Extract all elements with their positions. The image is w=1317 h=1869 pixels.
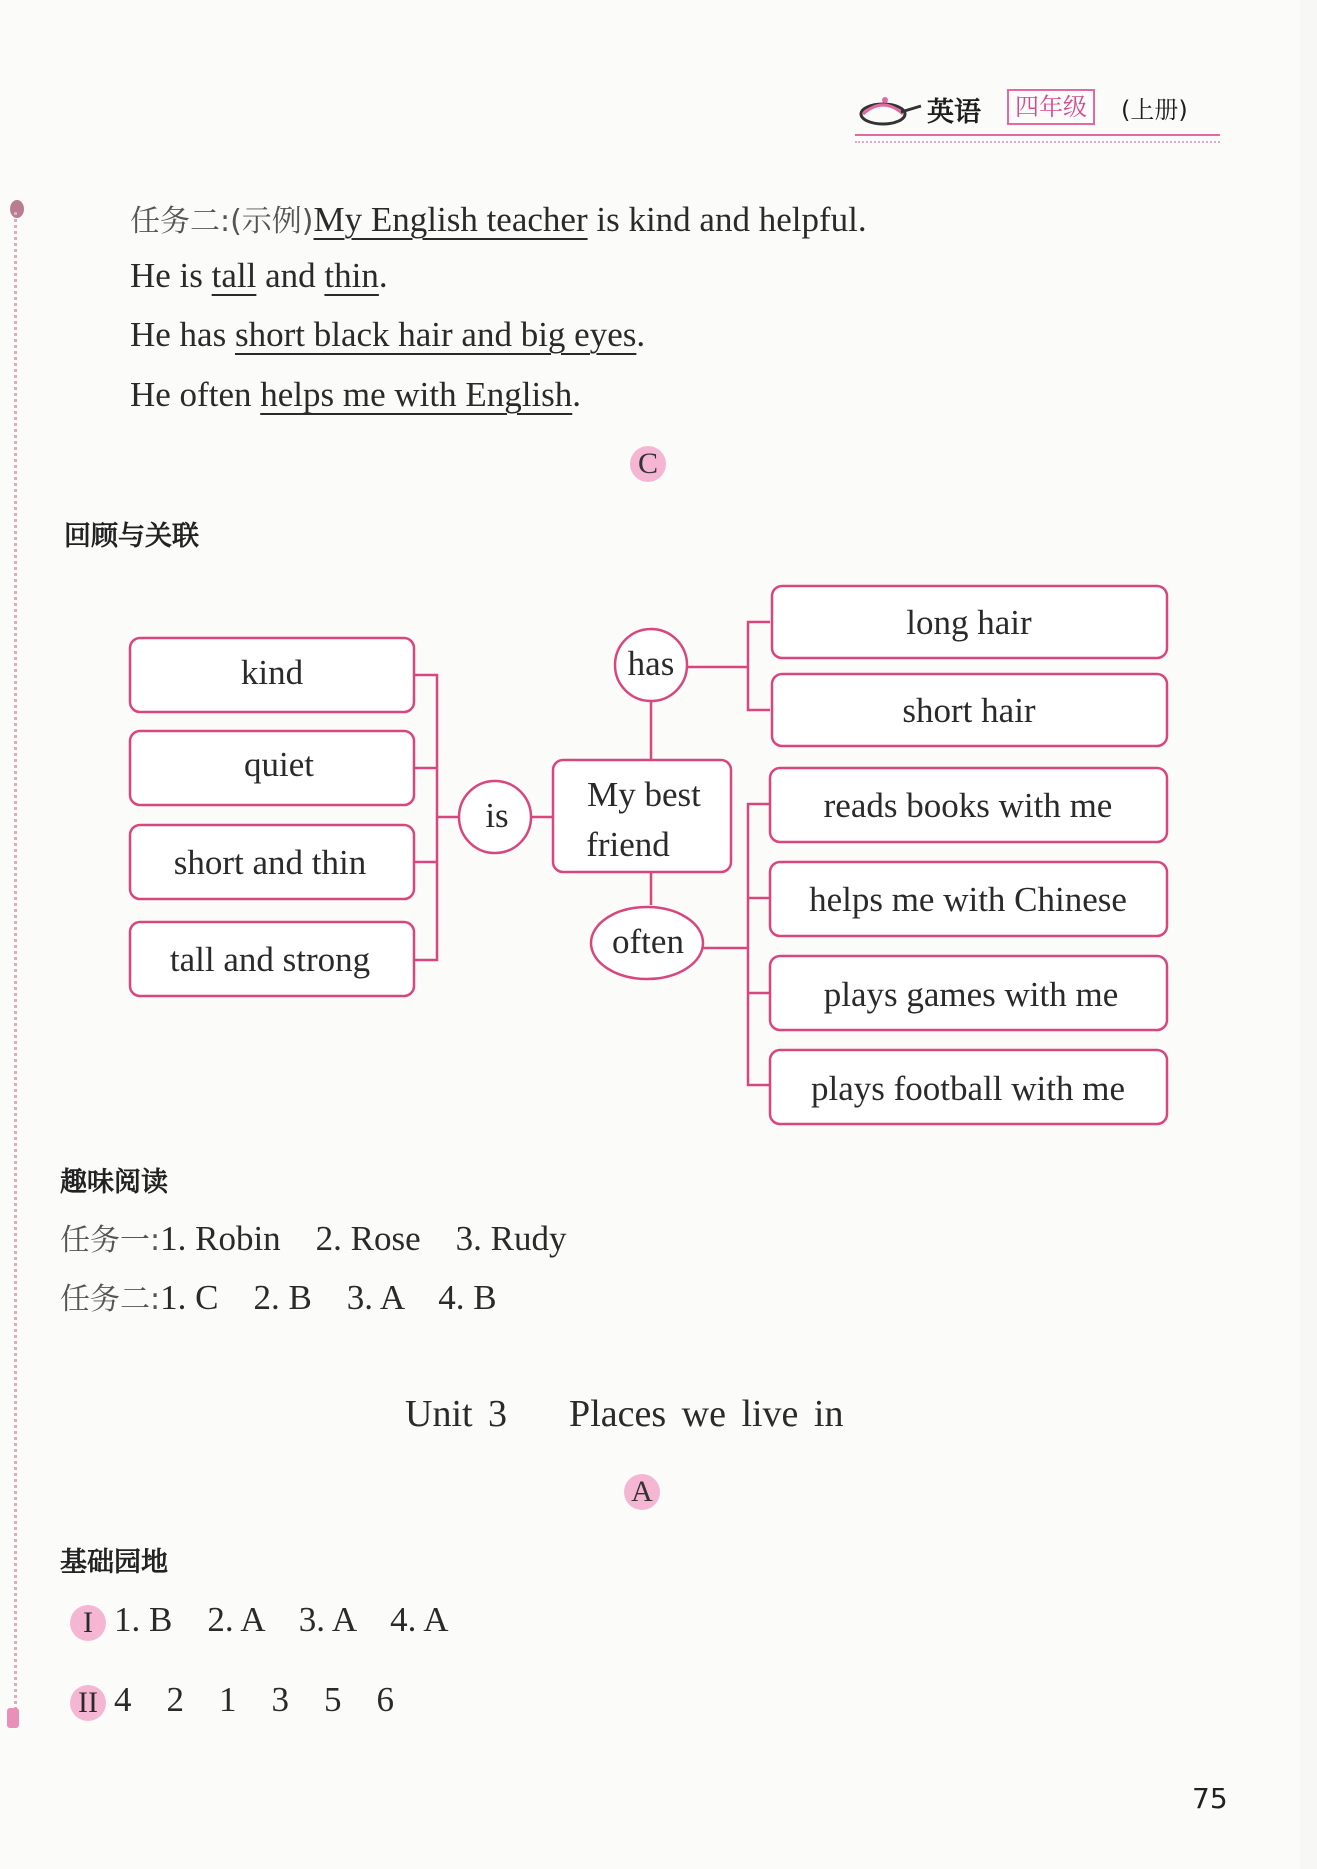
answer-blank: My English teacher	[313, 200, 588, 239]
sentence-text: He is	[130, 256, 212, 295]
answer-blank: short black hair and big eyes	[234, 315, 637, 354]
basics-heading: 基础园地	[60, 1547, 168, 1578]
often-item-3: plays games with me	[823, 975, 1119, 1014]
task1-answers: 1. Robin 2. Rose 3. Rudy	[160, 1219, 567, 1258]
section-a-badge: A	[624, 1474, 660, 1510]
sentence-text: He has	[130, 315, 235, 354]
unit-title: Unit 3 Places we live in	[405, 1393, 844, 1435]
review-heading: 回顾与关联	[64, 521, 199, 552]
roman-numeral-badge: II	[70, 1685, 106, 1721]
task2-label: 任务二:(示例)	[130, 204, 314, 239]
answer-blank: helps me with English	[260, 375, 573, 414]
margin-tab-icon	[7, 1708, 19, 1728]
is-item-1: kind	[240, 653, 304, 692]
is-item-3: short and thin	[173, 843, 367, 882]
has-label: has	[627, 644, 675, 683]
center-line-1: My best	[587, 775, 701, 814]
has-bracket	[748, 622, 770, 710]
is-label: is	[485, 796, 509, 835]
page-number: 75	[1192, 1782, 1228, 1815]
section-c-badge: C	[630, 446, 666, 482]
left-bracket-ticks	[414, 768, 437, 862]
sentence-text: .	[378, 256, 388, 295]
header-grade: 四年级	[1007, 89, 1095, 125]
answer-blank: tall	[211, 256, 257, 295]
has-item-2: short hair	[902, 691, 1036, 730]
is-item-4: tall and strong	[169, 940, 371, 979]
basics-answers-2: 4 2 1 3 5 6	[114, 1680, 394, 1719]
header-subject: 英语	[927, 97, 981, 128]
sentence-text: He often	[130, 375, 261, 414]
sentence-text: .	[636, 315, 646, 354]
often-label: often	[612, 922, 684, 961]
task1-label: 任务一:	[60, 1223, 161, 1258]
task2-answers: 1. C 2. B 3. A 4. B	[160, 1278, 497, 1317]
fun-reading-task1	[60, 1215, 567, 1259]
center-line-2: friend	[586, 825, 670, 864]
fun-reading-heading: 趣味阅读	[60, 1167, 168, 1198]
basics-answers-1: 1. B 2. A 3. A 4. A	[114, 1600, 449, 1639]
basics-part-2	[70, 1680, 394, 1721]
often-item-1: reads books with me	[823, 786, 1113, 825]
left-bracket-line	[414, 675, 437, 960]
often-item-4: plays football with me	[811, 1069, 1125, 1108]
header-volume: (上册)	[1121, 96, 1188, 124]
is-item-2: quiet	[244, 745, 314, 784]
fun-reading-task2	[60, 1274, 497, 1318]
task2-label: 任务二:	[60, 1282, 161, 1317]
often-item-2: helps me with Chinese	[809, 880, 1127, 919]
sentence-text: is kind and helpful.	[587, 200, 867, 239]
sentence-text: and	[256, 256, 325, 295]
answer-blank: thin	[324, 256, 379, 295]
roman-numeral-badge: I	[70, 1605, 106, 1641]
sentence-text: .	[572, 375, 582, 414]
often-bracket	[748, 804, 770, 1085]
basics-part-1	[70, 1600, 449, 1641]
has-item-1: long hair	[906, 603, 1032, 642]
